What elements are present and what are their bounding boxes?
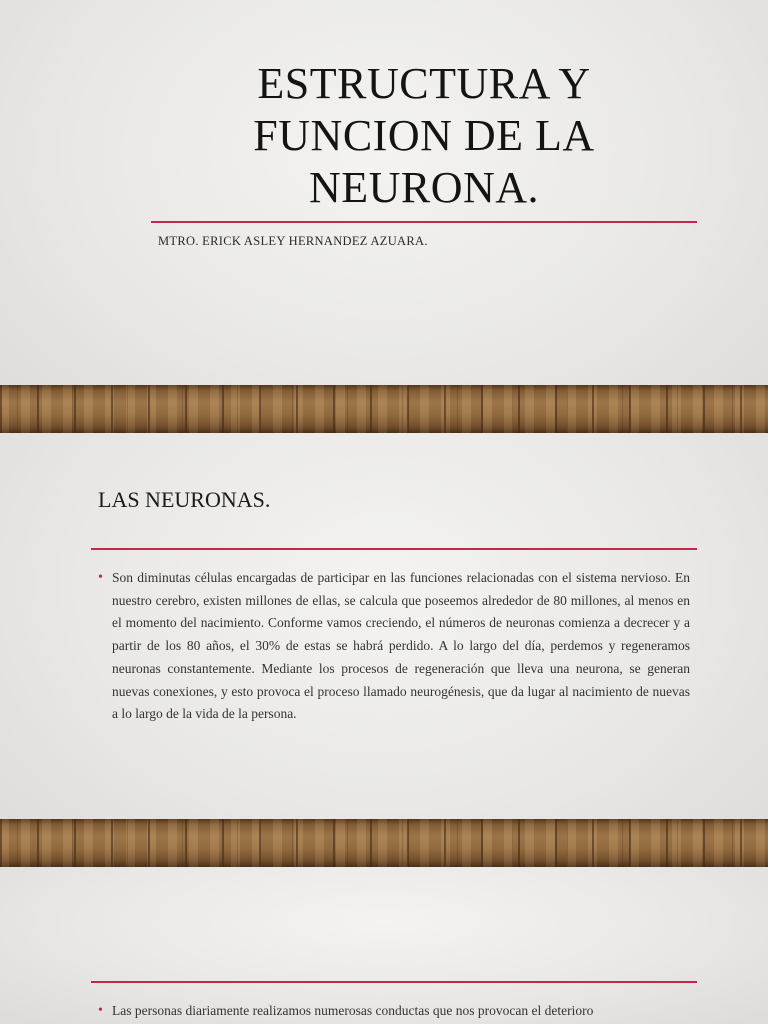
heading-divider-2 — [91, 981, 697, 983]
heading-divider — [91, 548, 697, 550]
bullet-icon: • — [98, 1003, 103, 1018]
list-item — [98, 1000, 690, 1023]
title-line-2: FUNCION DE LA — [253, 111, 595, 160]
title-line-3: NEURONA. — [308, 163, 540, 212]
bullet-list — [98, 567, 690, 726]
list-item — [98, 567, 690, 726]
bullet-text: Las personas diariamente realizamos numerosas conductas que nos provocan el deterioro — [112, 1003, 594, 1018]
bullet-list-2 — [98, 1000, 690, 1023]
bullet-icon: • — [98, 570, 103, 585]
wood-floor-decoration — [0, 819, 768, 867]
slide-title — [150, 58, 698, 214]
title-slide — [0, 0, 768, 433]
title-line-1: ESTRUCTURA Y — [257, 59, 591, 108]
title-divider — [151, 221, 697, 223]
wood-floor-decoration — [0, 385, 768, 433]
section-heading: LAS NEURONAS. — [98, 487, 271, 512]
bullet-text: Son diminutas células encargadas de participar en las funciones relacionadas con el sistema nervioso. En nuestro cerebro, existen millones de ellas, se calcula que poseemos alrededor de 80 millones, al menos en el momento del nacimiento. Conforme vamos creciendo, el números de neuronas comienza a decrecer y a partir de los 80 años, el 30% de estas se habrá perdido. A lo largo del día, perdemos y regeneramos neuronas constantemente. Mediante los procesos de regeneración que lleva una neurona, se generan nuevas conexiones, y esto provoca el proceso llamado neurogénesis, que da lugar al nacimiento de nuevas a lo largo de la vida de la persona. — [112, 570, 690, 722]
author-subtitle: MTRO. ERICK ASLEY HERNANDEZ AZUARA. — [158, 234, 428, 248]
